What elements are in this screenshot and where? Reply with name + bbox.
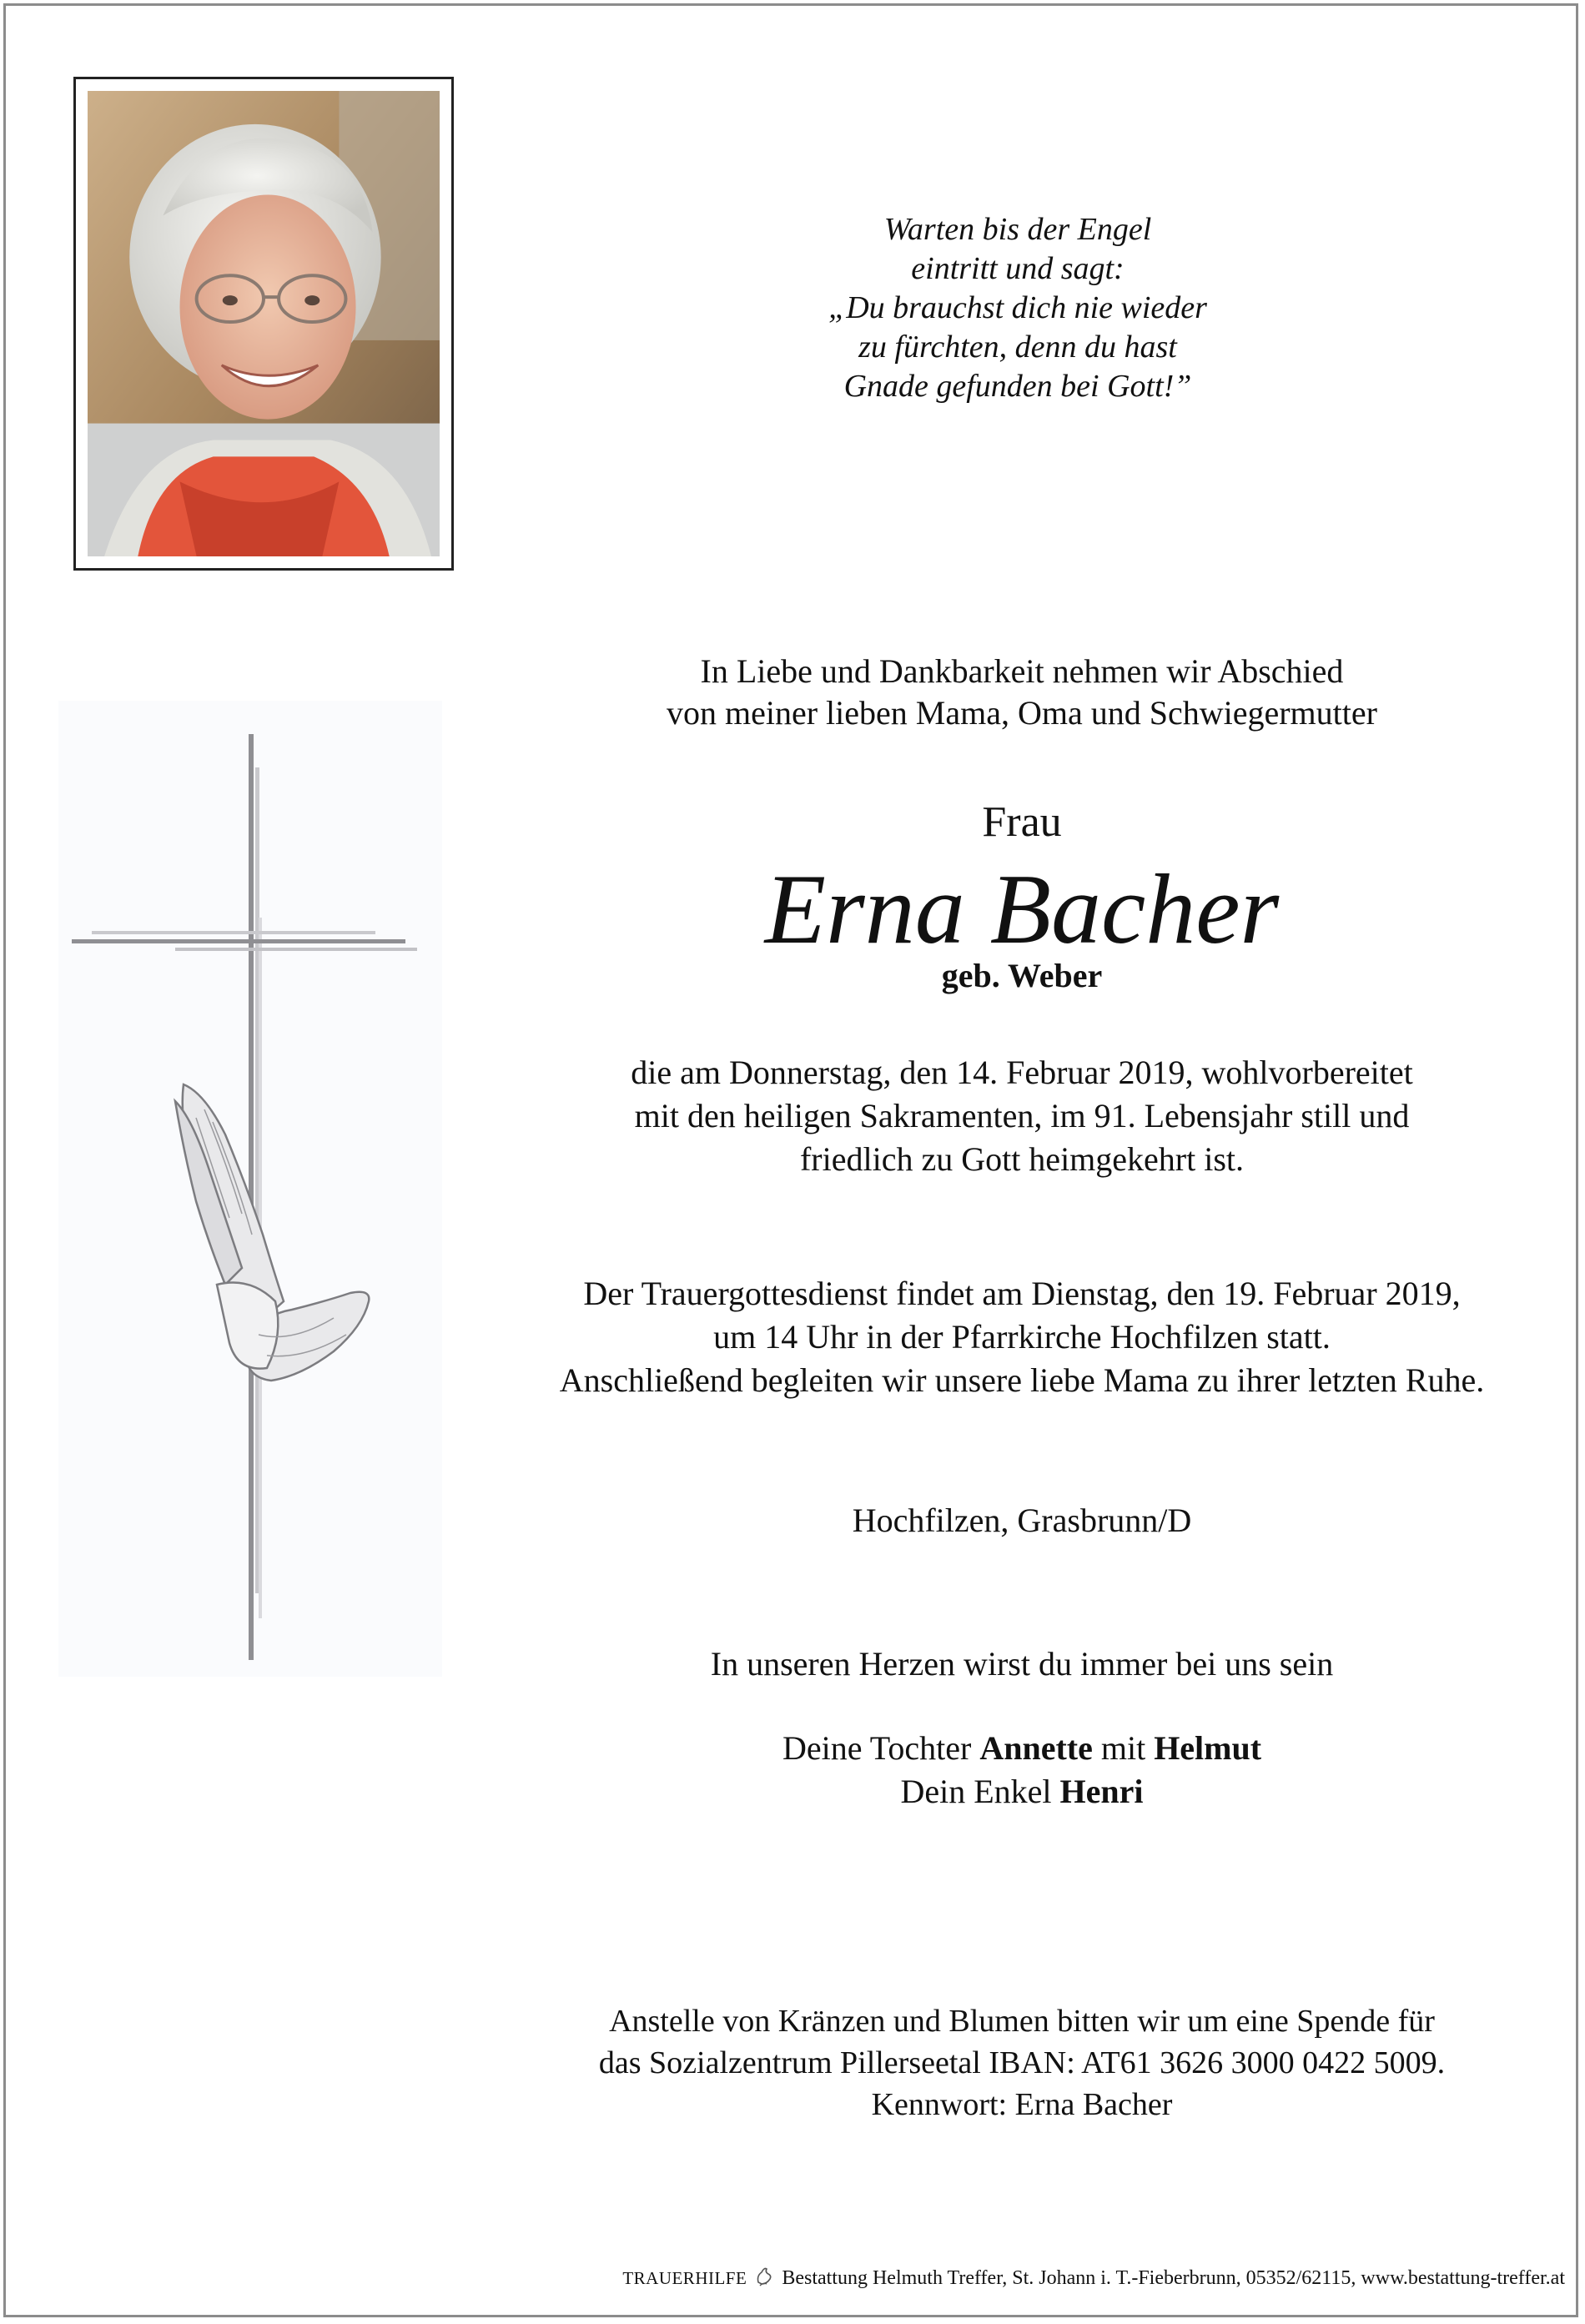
donation-request [517, 2000, 1527, 2125]
quote-block [751, 210, 1285, 406]
motto: In unseren Herzen wirst du immer bei uns sein [710, 1645, 1334, 1683]
funeral-line: um 14 Uhr in der Pfarrkirche Hochfilzen statt. [713, 1318, 1331, 1356]
cross-with-praying-hands [58, 701, 442, 1677]
footer-brand: TRAUERHILFE [622, 2268, 747, 2288]
death-notice-line: friedlich zu Gott heimgekehrt ist. [799, 1140, 1245, 1178]
family-member-name: Henri [1059, 1773, 1144, 1810]
death-notice-line: die am Donnerstag, den 14. Februar 2019, wohlvorbereitet [631, 1054, 1413, 1091]
family-line-daughter [517, 1727, 1527, 1770]
death-notice-line: mit den heiligen Sakramenten, im 91. Lebensjahr still und [634, 1097, 1410, 1134]
portrait-photo [88, 91, 440, 556]
death-notice [517, 1051, 1527, 1181]
donation-line: das Sozialzentrum Pillerseetal IBAN: AT61 3626 3000 0422 5009. [598, 2045, 1446, 2080]
salutation: Frau [982, 798, 1062, 846]
intro-line: von meiner lieben Mama, Oma und Schwiegermutter [667, 694, 1377, 732]
family-line-grandson [517, 1770, 1527, 1813]
family-signatures [517, 1727, 1527, 1813]
portrait-frame [73, 77, 454, 571]
funeral-line: Anschließend begleiten wir unsere liebe Mama zu ihrer letzten Ruhe. [559, 1361, 1485, 1399]
family-connector: mit [1092, 1729, 1155, 1767]
footer [622, 2266, 1565, 2294]
family-member-name: Helmut [1154, 1729, 1262, 1767]
donation-line: Kennwort: Erna Bacher [871, 2087, 1173, 2122]
quote-line: „Du brauchst dich nie wieder [828, 290, 1207, 325]
family-relation: Dein Enkel [900, 1773, 1060, 1810]
footer-text: Bestattung Helmuth Treffer, St. Johann i. T.-Fieberbrunn, 05352/62115, www.bestattung-treffer.at [782, 2267, 1565, 2289]
donation-line: Anstelle von Kränzen und Blumen bitten wir um eine Spende für [609, 2004, 1435, 2039]
intro-line: In Liebe und Dankbarkeit nehmen wir Abschied [700, 652, 1344, 690]
family-member-name: Annette [979, 1729, 1093, 1767]
quote-line: zu fürchten, denn du hast [858, 329, 1177, 365]
funeral-line: Der Trauergottesdienst findet am Dienstag, den 19. Februar 2019, [583, 1275, 1461, 1312]
deceased-name: Erna Bacher [764, 853, 1280, 964]
quote-line: Gnade gefunden bei Gott!” [843, 369, 1192, 404]
quote-line: eintritt und sagt: [911, 251, 1125, 286]
funeral-info [501, 1272, 1543, 1402]
family-relation: Deine Tochter [782, 1729, 980, 1767]
dove-icon [755, 2266, 773, 2294]
intro-block [517, 651, 1527, 734]
birth-name: geb. Weber [941, 957, 1103, 994]
quote-line: Warten bis der Engel [883, 212, 1152, 247]
places: Hochfilzen, Grasbrunn/D [852, 1502, 1192, 1539]
